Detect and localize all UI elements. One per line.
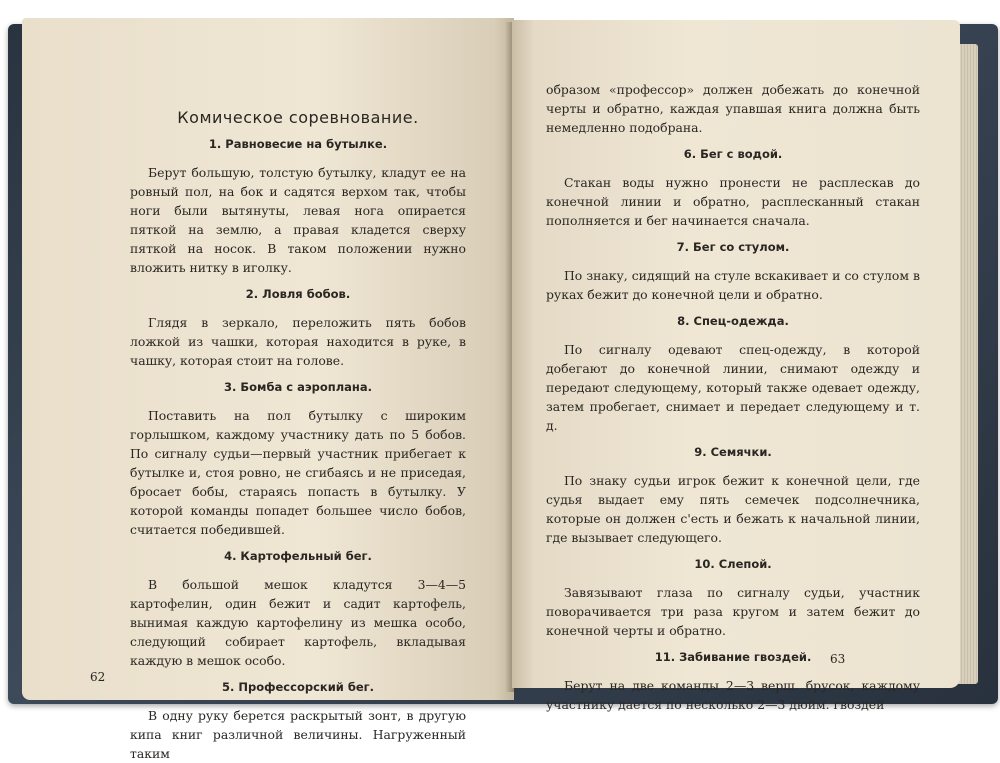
section-heading: 7. Бег со стулом. [676,240,790,254]
section-text: Глядя в зеркало, переложить пять бобов ложкой из чашки, которая находится в руке, в чашку, которая стоит на голове. [130,315,466,368]
section-heading: 11. Забивание гвоздей. [654,650,812,664]
page-number: 62 [90,670,106,684]
section-text: Берут на две команды 2—3 верш. брусок, каждому участнику дается по несколько 2—3 дюйм. гвоздей [546,678,920,712]
section-heading: 1. Равновесие на бутылке. [208,137,388,151]
section-heading: 5. Профессорский бег. [221,680,375,694]
section-text: По сигналу одевают спец-одежду, в которой добегают до конечной линии, снимают одежду и передают следующему, который также одевает одежду, затем пробегает, снимает и передает следующему и т. д. [546,342,920,433]
section-heading: 3. Бомба с аэроплана. [224,380,372,394]
section-text: По знаку судьи игрок бежит к конечной цели, где судья выдает ему пять семечек подсолнечника, которые он должен с'есть и бежать к начальной линии, где вызывает следующего. [546,473,920,545]
section-heading: 9. Семячки. [694,445,772,459]
section-heading: 2. Ловля бобов. [245,287,351,301]
left-page [22,18,514,761]
section-text: Завязывают глаза по сигналу судьи, участник поворачивается три раза кругом и затем бежит до конечной черты и обратно. [546,585,920,638]
continuation-text: образом «профессор» должен добежать до конечной черты и обратно, каждая упавшая книга должна быть немедленно подобрана. [546,82,920,135]
section-text: Стакан воды нужно пронести не расплескав до конечной линии и обратно, расплесканный стакан пополняется и бег начинается сначала. [546,175,920,228]
section-text: В большой мешок кладутся 3—4—5 картофелин, один бежит и садит картофель, вынимая каждую картофелину из мешка особо, следующий собирает картофель, вкладывая каждую в мешок особо. [130,577,466,668]
section-text: Поставить на пол бутылку с широким горлышком, каждому участнику дать по 5 бобов. По сигналу судьи—первый участник прибегает к бутылке и, стоя ровно, не сгибаясь и не приседая, бросает бобы, стараясь попасть в бутылку. У которой команды попадет большее число бобов, считается победившей. [130,408,466,537]
section-heading: 8. Спец-одежда. [677,314,789,328]
section-text: По знаку, сидящий на стуле вскакивает и со стулом в руках бежит до конечной цели и обратно. [546,268,920,302]
page-number: 63 [830,652,846,666]
page-title: Комическое соревнование. [177,108,419,127]
section-text: В одну руку берется раскрытый зонт, в другую кипа книг различной величины. Нагруженный таким [130,708,466,761]
section-heading: 6. Бег с водой. [683,147,783,161]
section-heading: 4. Картофельный бег. [224,549,372,563]
section-heading: 10. Слепой. [694,557,772,571]
section-text: Берут большую, толстую бутылку, кладут ее на ровный пол, на бок и садятся верхом так, чтобы ноги были вытянуты, левая нога опирается пяткой на землю, а правая кладется сверху пяткой на носок. В таком положении нужно вложить нитку в иголку. [130,165,466,275]
right-page [512,20,960,712]
